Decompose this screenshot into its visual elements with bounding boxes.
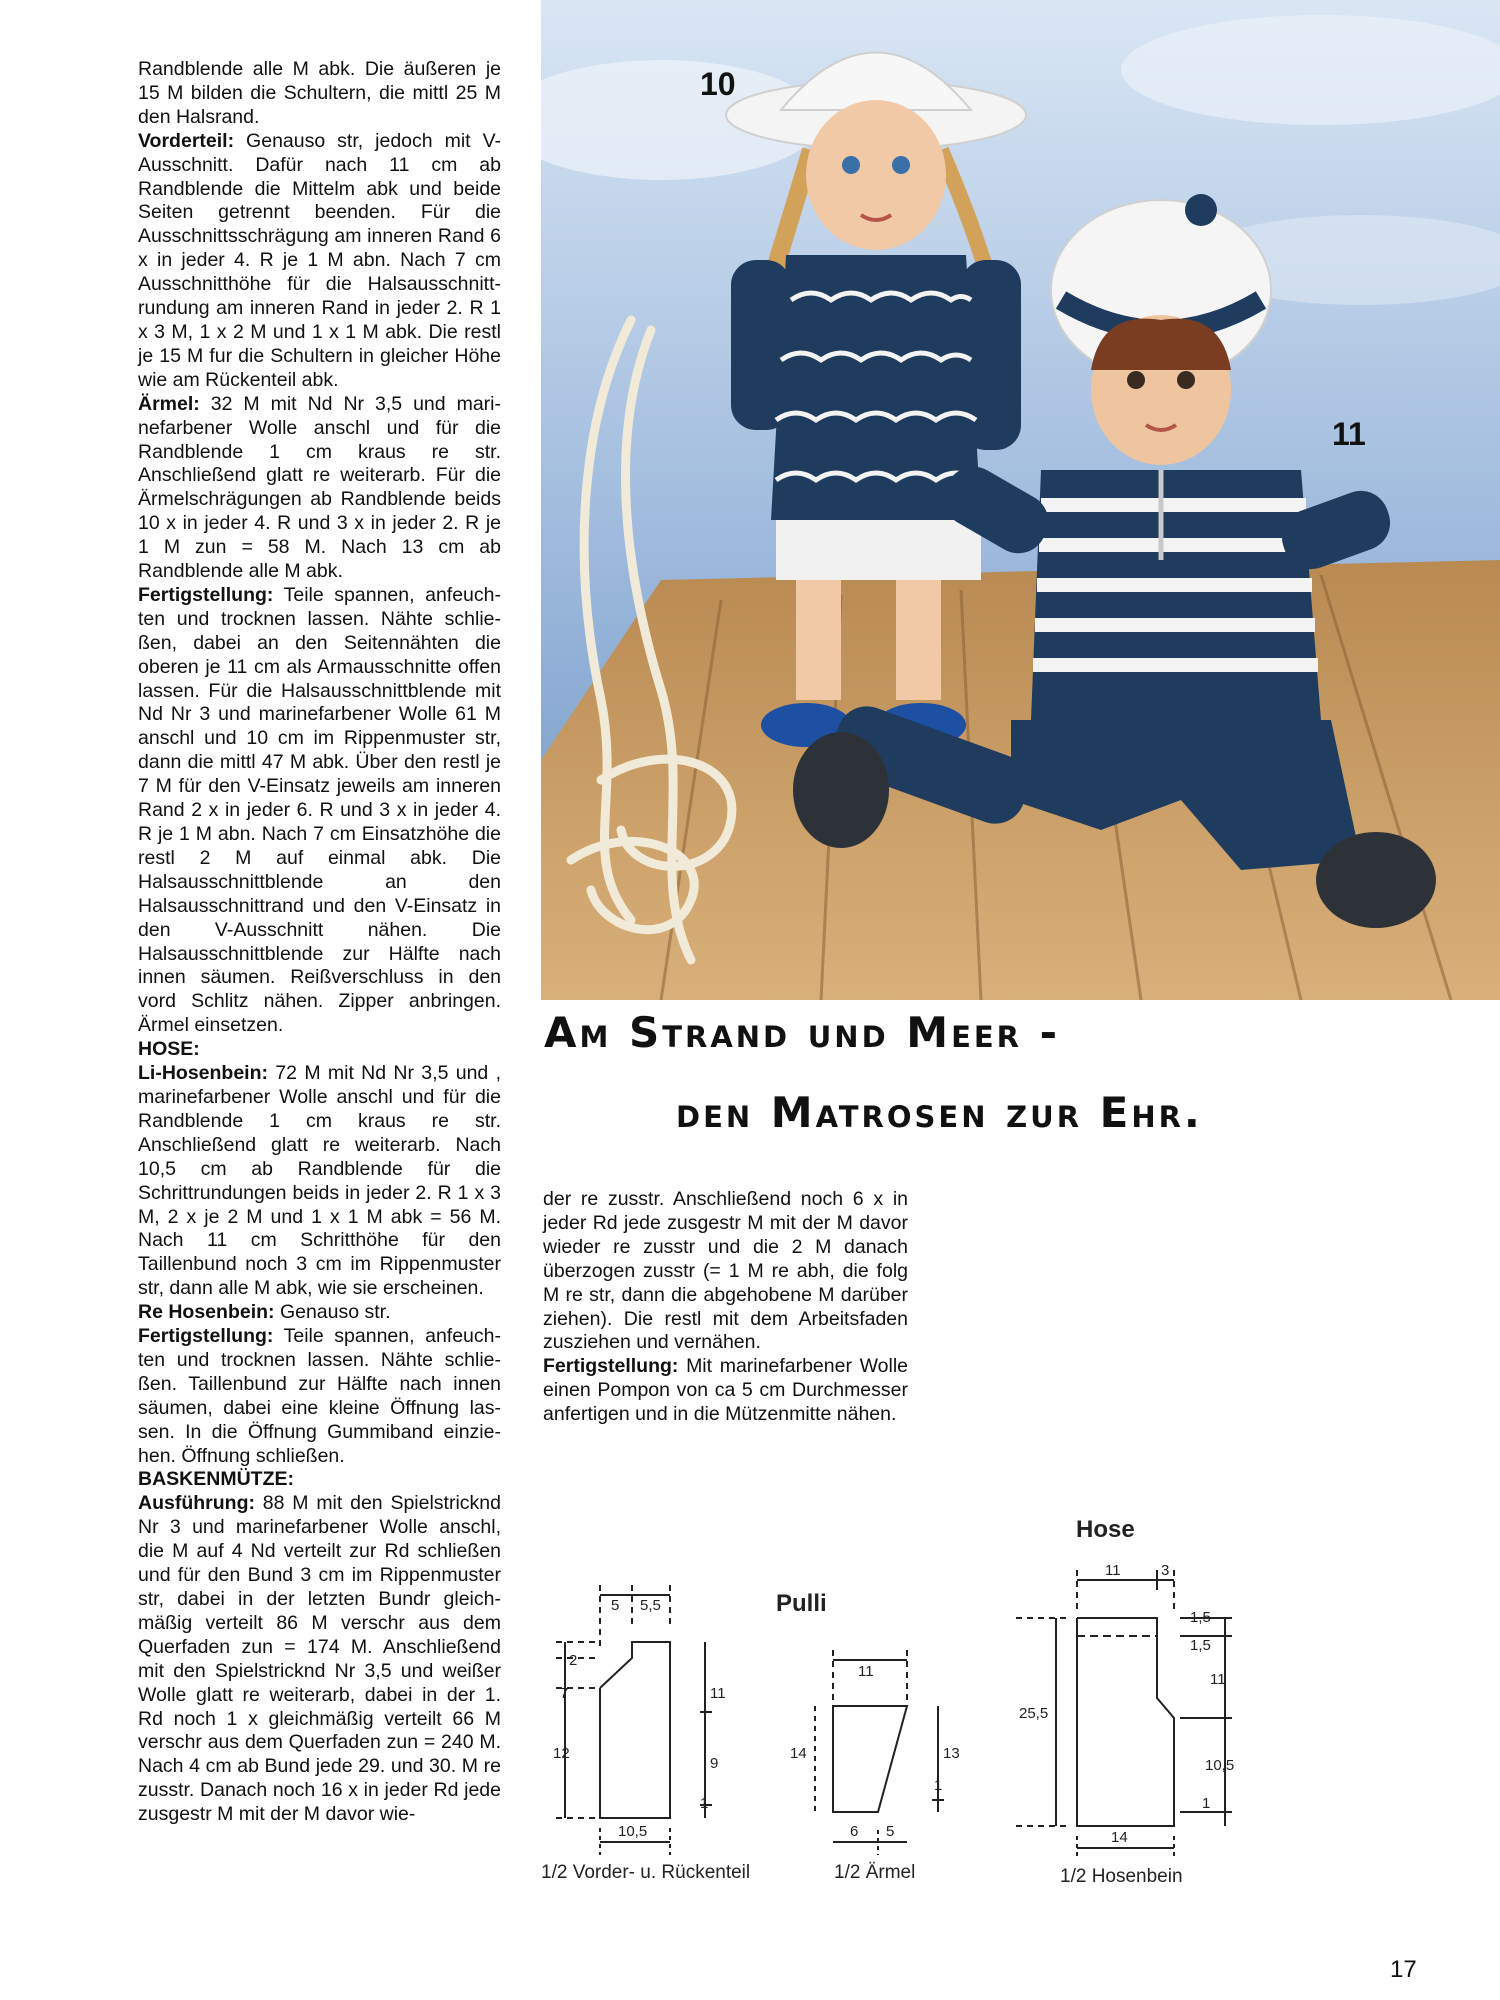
dim-fb-right-1: 11 xyxy=(710,1685,726,1702)
diagram-title-pulli: Pulli xyxy=(776,1590,827,1617)
dim-fb-bottom: 10,5 xyxy=(618,1823,648,1840)
dim-fb-top-b: 5,5 xyxy=(640,1597,661,1614)
diagram-front-back xyxy=(556,1585,712,1855)
dim-fb-right-3: 1 xyxy=(700,1795,709,1812)
paragraph-fertigstellung-muetze: Fertigstellung: Mit marinefarbener Wolle einen Pompon von ca 5 cm Durchmesser anfertigen und in die Mützenmitte nähen. xyxy=(543,1355,908,1426)
dim-sl-top: 11 xyxy=(858,1663,874,1680)
dim-lg-top-a: 11 xyxy=(1105,1562,1121,1579)
page-number: 17 xyxy=(1390,1956,1417,1983)
caption-front-back: 1/2 Vorder- u. Rückenteil xyxy=(541,1862,751,1883)
paragraph-fertigstellung-pulli: Fertigstellung: Teile spannen, anfeuchten und trocknen lassen. Nähte schließen, dabei an den Seitennähten die oberen je 11 cm als Armausschnitte offen lassen. Für die Halsausschnittblende mit Nd Nr 3 und marinefarbener Wolle 61 M anschl und 10 cm im Rippenmuster str, dann die mittl 47 M abk. Über den restl je 7 M für den V-Einsatz jeweils am inneren Rand 2 x in jeder 6. R und 3 x in jeder 4. R je 1 M abn. Nach 7 cm Einsatzhöhe die restl 2 M auf einmal abk. Die Halsausschnittblende an den Halsausschnittrand und den V-Einsatz in den V-Ausschnitt nähen. Die Halsausschnittblende zur Hälfte nach innen säumen. Reißverschluss in den vord Schlitz nähen. Zipper anbringen. Ärmel einsetzen. xyxy=(138,583,501,1037)
dim-lg-right-3: 11 xyxy=(1210,1671,1226,1688)
dim-sl-right-2: 1 xyxy=(934,1777,943,1794)
photo-label-10: 10 xyxy=(700,66,736,102)
headline-line-2: den Matrosen zur Ehr. xyxy=(676,1088,1203,1137)
headline-line-1: Am Strand und Meer - xyxy=(544,1008,1061,1057)
dim-sl-bottom-b: 5 xyxy=(886,1823,895,1840)
dim-lg-right-4: 10,5 xyxy=(1205,1757,1235,1774)
dim-lg-right-2: 1,5 xyxy=(1190,1637,1211,1654)
dimension-labels xyxy=(553,1562,1234,1846)
diagram-sleeve xyxy=(815,1650,944,1855)
caption-sleeve: 1/2 Ärmel xyxy=(834,1862,916,1883)
dim-lg-top-b: 3 xyxy=(1161,1562,1170,1579)
dim-sl-bottom-a: 6 xyxy=(850,1823,859,1840)
dim-sl-right-1: 13 xyxy=(943,1745,960,1762)
dim-fb-left-1: 2 xyxy=(569,1652,578,1669)
dim-lg-right-5: 1 xyxy=(1202,1795,1211,1812)
paragraph-ausfuehrung: Ausführung: 88 M mit den Spielstricknd Nr 3 und marinefarbener Wolle anschl, die M auf 4 Nd verteilt zur Rd schließen und für den Bund 3 cm im Rippenmuster str, dabei in der letzten Bundr gleichmäßig verteilt 86 M verschr aus dem Querfaden zun = 174 M. Anschließend mit den Spielstricknd Nr 3,5 und weißer Wolle glatt re weiterarb, dabei in der 1. Rd noch 1 x gleichmäßig verteilt 66 M verschr aus dem Querfaden zun = 240 M. Nach 4 cm ab Bund jede 29. und 30. M re zusstr. Danach noch 16 x in jeder Rd jede zusgestr M mit der M davor wie- xyxy=(138,1492,501,1826)
paragraph-aermel: Ärmel: 32 M mit Nd Nr 3,5 und marinefarbener Wolle anschl und für die Randblende 1 cm kraus re str. Anschließend glatt re weiterarb. Für die Ärmelschrägungen ab Randblende beids 10 x in jeder 4. R und 3 x in jeder 2. R je 1 M zun = 58 M. Nach 13 cm ab Randblende alle M abk. xyxy=(138,392,501,583)
dim-fb-left-2: 7 xyxy=(560,1685,569,1702)
dim-fb-right-2: 9 xyxy=(710,1755,719,1772)
paragraph-fertigstellung-hose: Fertigstellung: Teile spannen, anfeuchten und trocknen lassen. Nähte schließen. Taillenbund zur Hälfte nach innen säumen, dabei eine kleine Öffnung lassen. In die Öffnung Gummiband einziehen. Öffnung schließen. xyxy=(138,1325,501,1467)
photo-label-11: 11 xyxy=(1332,416,1366,452)
paragraph-vorderteil: Vorderteil: Genauso str, jedoch mit V-Ausschnitt. Dafür nach 11 cm ab Randblende die Mittelm abk und beide Seiten getrennt beenden. Für die Ausschnittsschrägung am inneren Rand 6 x in jeder 4. R je 1 M abn. Nach 7 cm Ausschnitthöhe für die Halsausschnittrundung am inneren Rand in jeder 2. R 1 x 3 M, 1 x 2 M und 1 x 1 M abk. Die restl je 15 M fur die Schultern in gleicher Höhe wie am Rückenteil abk. xyxy=(138,129,501,391)
paragraph-li-hosenbein: Li-Hosenbein: 72 M mit Nd Nr 3,5 und , marinefarbener Wolle anschl und für die Randblende 1 cm kraus re str. Anschließend glatt re weiterarb. Nach 10,5 cm ab Randblende für die Schrittrundungen beids in jeder 2. R 1 x 3 M, 2 x je 2 M und 1 x 1 M abk = 56 M. Nach 11 cm Schritthöhe für den Taillenbund noch 3 cm im Rippenmuster str, dann alle M abk, wie sie erscheinen. xyxy=(138,1062,501,1300)
dim-lg-left: 25,5 xyxy=(1019,1705,1049,1722)
caption-leg: 1/2 Hosenbein xyxy=(1060,1866,1183,1887)
heading-hose: HOSE: xyxy=(138,1038,200,1061)
dim-lg-bottom: 14 xyxy=(1111,1829,1128,1846)
diagram-title-hose: Hose xyxy=(1076,1516,1135,1543)
dim-fb-top-a: 5 xyxy=(611,1597,620,1614)
dim-sl-left: 14 xyxy=(790,1745,807,1762)
paragraph-intro: Randblende alle M abk. Die äußeren je 15 M bilden die Schultern, die mittl 25 M den Halsrand. xyxy=(138,58,501,128)
paragraph-re-hosenbein: Re Hosenbein: Genauso str. xyxy=(138,1301,391,1324)
heading-baskenmuetze: BASKENMÜTZE: xyxy=(138,1468,294,1491)
paragraph-continuation: der re zusstr. Anschließend noch 6 x in jeder Rd jede zusgestr M mit der M davor wieder re zusstr und die 2 M danach überzogen zusstr (= 1 M re abh, die folg M re str, dann die abgehobene M darüber ziehen). Die restl mit dem Arbeitsfaden zusziehen und vernähen. xyxy=(543,1188,908,1354)
dim-lg-right-1: 1,5 xyxy=(1190,1609,1211,1626)
dim-fb-left-3: 12 xyxy=(553,1745,570,1762)
